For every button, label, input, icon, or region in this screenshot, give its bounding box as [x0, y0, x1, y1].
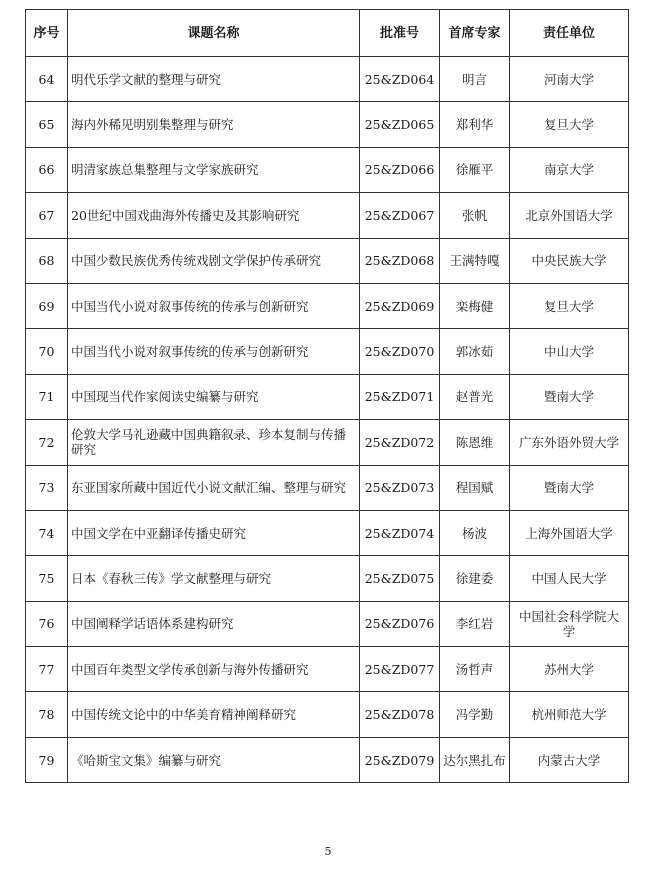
- cell-project-title: 中国少数民族优秀传统戏剧文学保护传承研究: [68, 238, 360, 283]
- cell-project-title: 伦敦大学马礼逊藏中国典籍叙录、珍本复制与传播研究: [68, 420, 360, 465]
- cell-serial-no: 72: [26, 420, 68, 465]
- cell-approval-number: 25&ZD075: [360, 556, 440, 601]
- cell-approval-number: 25&ZD071: [360, 374, 440, 419]
- cell-project-title: 中国阐释学话语体系建构研究: [68, 601, 360, 646]
- cell-project-title: 中国现当代作家阅读史编纂与研究: [68, 374, 360, 419]
- cell-serial-no: 68: [26, 238, 68, 283]
- header-approval-number: 批准号: [360, 10, 440, 57]
- cell-project-title: 日本《春秋三传》学文献整理与研究: [68, 556, 360, 601]
- cell-approval-number: 25&ZD068: [360, 238, 440, 283]
- cell-responsible-unit: 复旦大学: [510, 283, 629, 328]
- cell-chief-expert: 冯学勤: [440, 692, 510, 737]
- cell-serial-no: 73: [26, 465, 68, 510]
- cell-responsible-unit: 河南大学: [510, 57, 629, 102]
- cell-project-title: 中国当代小说对叙事传统的传承与创新研究: [68, 283, 360, 328]
- cell-responsible-unit: 杭州师范大学: [510, 692, 629, 737]
- table-row: [26, 329, 629, 374]
- cell-serial-no: 69: [26, 283, 68, 328]
- cell-approval-number: 25&ZD069: [360, 283, 440, 328]
- cell-approval-number: 25&ZD077: [360, 647, 440, 692]
- table-row: [26, 420, 629, 465]
- cell-chief-expert: 徐建委: [440, 556, 510, 601]
- cell-chief-expert: 张帆: [440, 193, 510, 238]
- cell-serial-no: 64: [26, 57, 68, 102]
- cell-chief-expert: 赵普光: [440, 374, 510, 419]
- cell-serial-no: 77: [26, 647, 68, 692]
- cell-approval-number: 25&ZD065: [360, 102, 440, 147]
- cell-project-title: 《哈斯宝文集》编纂与研究: [68, 737, 360, 782]
- cell-chief-expert: 王满特嘎: [440, 238, 510, 283]
- table-row: [26, 601, 629, 646]
- cell-responsible-unit: 暨南大学: [510, 374, 629, 419]
- cell-responsible-unit: 中国人民大学: [510, 556, 629, 601]
- cell-chief-expert: 李红岩: [440, 601, 510, 646]
- cell-responsible-unit: 中山大学: [510, 329, 629, 374]
- cell-approval-number: 25&ZD067: [360, 193, 440, 238]
- table-header-row: [26, 10, 629, 57]
- cell-approval-number: 25&ZD066: [360, 147, 440, 192]
- cell-responsible-unit: 暨南大学: [510, 465, 629, 510]
- cell-responsible-unit: 中国社会科学院大学: [510, 601, 629, 646]
- cell-chief-expert: 栾梅健: [440, 283, 510, 328]
- cell-chief-expert: 徐雁平: [440, 147, 510, 192]
- cell-responsible-unit: 上海外国语大学: [510, 510, 629, 555]
- cell-responsible-unit: 南京大学: [510, 147, 629, 192]
- header-responsible-unit: 责任单位: [510, 10, 629, 57]
- cell-project-title: 中国传统文论中的中华美育精神阐释研究: [68, 692, 360, 737]
- cell-chief-expert: 郑利华: [440, 102, 510, 147]
- cell-chief-expert: 陈恩维: [440, 420, 510, 465]
- cell-responsible-unit: 内蒙古大学: [510, 737, 629, 782]
- cell-approval-number: 25&ZD076: [360, 601, 440, 646]
- cell-responsible-unit: 复旦大学: [510, 102, 629, 147]
- table-body: [26, 57, 629, 783]
- cell-approval-number: 25&ZD074: [360, 510, 440, 555]
- cell-serial-no: 74: [26, 510, 68, 555]
- cell-project-title: 中国百年类型文学传承创新与海外传播研究: [68, 647, 360, 692]
- table-row: [26, 692, 629, 737]
- cell-chief-expert: 汤哲声: [440, 647, 510, 692]
- cell-responsible-unit: 中央民族大学: [510, 238, 629, 283]
- cell-project-title: 明清家族总集整理与文学家族研究: [68, 147, 360, 192]
- cell-chief-expert: 程国赋: [440, 465, 510, 510]
- cell-serial-no: 76: [26, 601, 68, 646]
- cell-serial-no: 67: [26, 193, 68, 238]
- table-row: [26, 737, 629, 782]
- cell-responsible-unit: 广东外语外贸大学: [510, 420, 629, 465]
- cell-chief-expert: 郭冰茹: [440, 329, 510, 374]
- table-row: [26, 238, 629, 283]
- cell-project-title: 海内外稀见明别集整理与研究: [68, 102, 360, 147]
- cell-serial-no: 66: [26, 147, 68, 192]
- cell-serial-no: 71: [26, 374, 68, 419]
- table-row: [26, 647, 629, 692]
- table-row: [26, 283, 629, 328]
- page-number: 5: [324, 845, 332, 858]
- cell-approval-number: 25&ZD072: [360, 420, 440, 465]
- header-serial-no: 序号: [26, 10, 68, 57]
- cell-project-title: 东亚国家所藏中国近代小说文献汇编、整理与研究: [68, 465, 360, 510]
- header-project-title: 课题名称: [68, 10, 360, 57]
- cell-chief-expert: 明言: [440, 57, 510, 102]
- header-chief-expert: 首席专家: [440, 10, 510, 57]
- cell-serial-no: 79: [26, 737, 68, 782]
- cell-responsible-unit: 北京外国语大学: [510, 193, 629, 238]
- cell-responsible-unit: 苏州大学: [510, 647, 629, 692]
- cell-serial-no: 75: [26, 556, 68, 601]
- table-row: [26, 147, 629, 192]
- table-row: [26, 374, 629, 419]
- cell-approval-number: 25&ZD078: [360, 692, 440, 737]
- cell-approval-number: 25&ZD064: [360, 57, 440, 102]
- table-row: [26, 465, 629, 510]
- table-row: [26, 57, 629, 102]
- cell-project-title: 中国当代小说对叙事传统的传承与创新研究: [68, 329, 360, 374]
- table-row: [26, 556, 629, 601]
- table-row: [26, 102, 629, 147]
- cell-approval-number: 25&ZD070: [360, 329, 440, 374]
- cell-serial-no: 70: [26, 329, 68, 374]
- table-row: [26, 193, 629, 238]
- cell-serial-no: 65: [26, 102, 68, 147]
- cell-approval-number: 25&ZD079: [360, 737, 440, 782]
- project-table: [25, 9, 629, 783]
- cell-chief-expert: 杨波: [440, 510, 510, 555]
- cell-chief-expert: 达尔黑扎布: [440, 737, 510, 782]
- cell-project-title: 20世纪中国戏曲海外传播史及其影响研究: [68, 193, 360, 238]
- cell-approval-number: 25&ZD073: [360, 465, 440, 510]
- table-row: [26, 510, 629, 555]
- cell-project-title: 明代乐学文献的整理与研究: [68, 57, 360, 102]
- cell-project-title: 中国文学在中亚翻译传播史研究: [68, 510, 360, 555]
- cell-serial-no: 78: [26, 692, 68, 737]
